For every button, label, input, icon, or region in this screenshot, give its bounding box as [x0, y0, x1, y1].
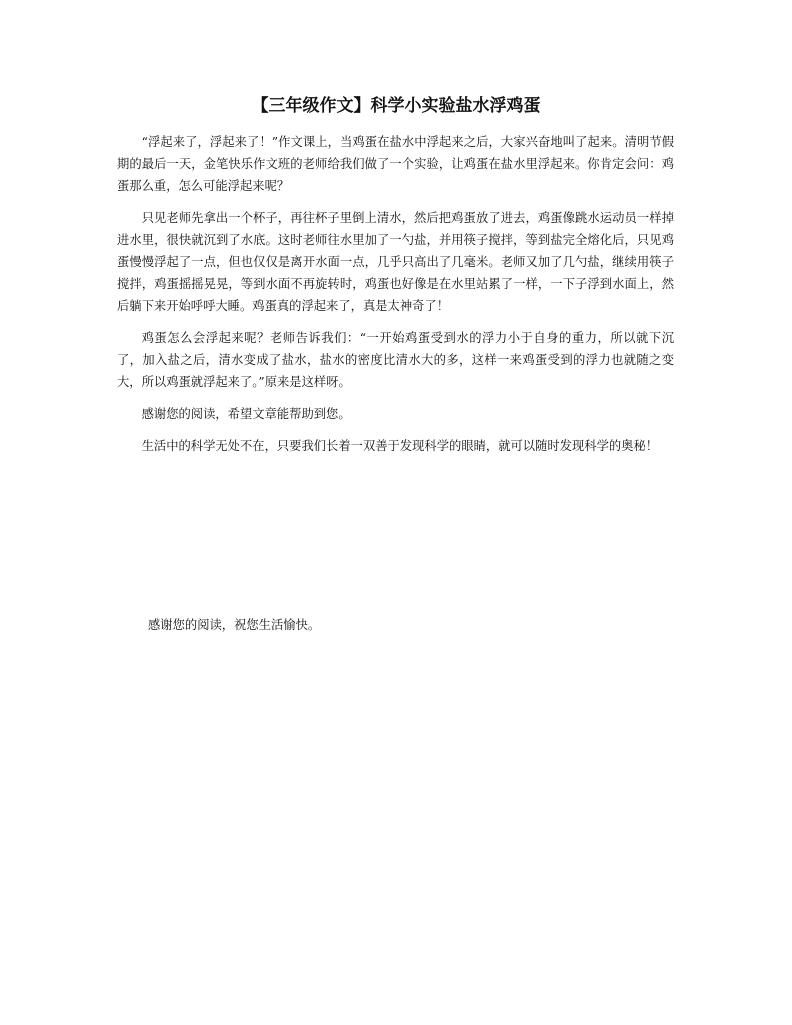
closing-note: 感谢您的阅读，祝您生活愉快。: [148, 618, 321, 632]
paragraph-5: 生活中的科学无处不在，只要我们长着一双善于发现科学的眼睛，就可以随时发现科学的奥秘！: [141, 439, 659, 453]
paragraph-1: “浮起来了，浮起来了！”作文课上，当鸡蛋在盐水中浮起来之后，大家兴奋地叫了起来。清明节假期的最后一天，金笔快乐作文班的老师给我们做了一个实验，让鸡蛋在盐水里浮起来。你肯定会问：鸡蛋那么重，怎么可能浮起来呢？: [117, 135, 674, 193]
paragraph-3: 鸡蛋怎么会浮起来呢？老师告诉我们：“一开始鸡蛋受到水的浮力小于自身的重力，所以就下沉了，加入盐之后，清水变成了盐水，盐水的密度比清水大的多，这样一来鸡蛋受到的浮力也就随之变大，所以鸡蛋就浮起来了。”原来是这样呀。: [117, 331, 674, 389]
paragraph-2: 只见老师先拿出一个杯子，再往杯子里倒上清水，然后把鸡蛋放了进去，鸡蛋像跳水运动员一样掉进水里，很快就沉到了水底。这时老师往水里加了一勺盐，并用筷子搅拌，等到盐完全熔化后，只见鸡蛋慢慢浮起了一点，但也仅仅是离开水面一点，几乎只高出了几毫米。老师又加了几勺盐，继续用筷子搅拌，鸡蛋摇摇晃晃，等到水面不再旋转时，鸡蛋也好像是在水里站累了一样，一下子浮到水面上，然后躺下来开始呼呼大睡。鸡蛋真的浮起来了，真是太神奇了！: [117, 211, 674, 313]
document-title: 【三年级作文】科学小实验盐水浮鸡蛋: [251, 96, 541, 116]
paragraph-4: 感谢您的阅读，希望文章能帮助到您。: [141, 407, 351, 421]
document-body: [117, 131, 674, 467]
